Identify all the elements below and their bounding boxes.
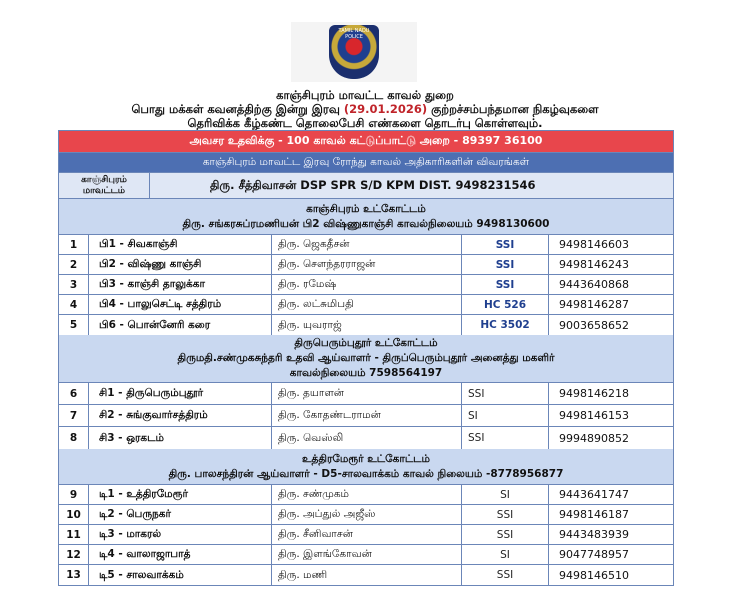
district-label: காஞ்சிபுரம் மாவட்டம்	[59, 173, 150, 198]
station-name: டி4 - வாலாஜாபாத்	[89, 545, 272, 564]
section-title: திருபெரும்புதூர் உட்கோட்டம்	[294, 337, 438, 349]
section-header-1	[59, 199, 673, 235]
station-name: பி1 - சிவகாஞ்சி	[89, 235, 272, 254]
row-number: 6	[59, 383, 89, 404]
officer-name: திரு. தயாளன்	[272, 383, 462, 404]
station-name: சி1 - திருபெரும்புதூர்	[89, 383, 272, 404]
table-row	[59, 275, 673, 295]
header-line-2-pre: பொது மக்கள் கவனத்திற்கு இன்று இரவு	[131, 102, 344, 116]
station-name: பி6 - பொன்னேரி கரை	[89, 315, 272, 335]
officer-rank: HC 526	[462, 295, 549, 314]
phone-number: 9498146603	[559, 238, 629, 251]
section-subtitle: திருமதி.சண்முகசுந்தரி உதவி ஆய்வாளர் - திருப்பெரும்புதூர் அனைத்து மகளிர்	[177, 352, 555, 364]
station-name: டி3 - மாகரல்	[89, 525, 272, 544]
officer-name: திரு. சீனிவாசன்	[272, 525, 462, 544]
emergency-band: அவசர உதவிக்கு - 100 காவல் கட்டுப்பாட்டு அறை - 89397 36100	[59, 131, 673, 153]
phone-number: 9994890852	[559, 431, 629, 445]
phone-number: 9498146287	[559, 298, 629, 311]
officer-name: திரு. யுவராஜ்	[272, 315, 462, 335]
station-name: சி3 - ஒரகடம்	[89, 427, 272, 449]
section-header-2	[59, 335, 673, 383]
section-subtitle: திரு. பாலசந்திரன் ஆய்வாளர் - D5-சாலவாக்கம் காவல் நிலையம் -8778956877	[168, 467, 564, 480]
officer-rank: SSI	[462, 505, 549, 524]
officer-name: திரு. இளங்கோவன்	[272, 545, 462, 564]
header-date: (29.01.2026)	[343, 102, 428, 116]
officer-name: திரு. கோதண்டராமன்	[272, 405, 462, 426]
row-number: 4	[59, 295, 89, 314]
logo-text: TAMIL NADU POLICE	[338, 28, 370, 40]
officer-name: திரு. ஜெகதீசன்	[272, 235, 462, 254]
officer-rank: SSI	[462, 565, 549, 585]
officer-rank: SI	[462, 545, 549, 564]
table-row	[59, 427, 673, 449]
station-name: பி3 - காஞ்சி தாலுக்கா	[89, 275, 272, 294]
district-officer: திரு. சீத்திவாசன் DSP SPR S/D KPM DIST. 9498231546	[210, 177, 536, 192]
phone-number: 9498146187	[559, 508, 629, 521]
table-row	[59, 315, 673, 335]
section-title: காஞ்சிபுரம் உட்கோட்டம்	[306, 202, 426, 215]
row-number: 7	[59, 405, 89, 426]
officer-name: திரு. அப்துல் அஜீஸ்	[272, 505, 462, 524]
row-number: 2	[59, 255, 89, 274]
officer-name: திரு. ரமேஷ்	[272, 275, 462, 294]
district-row	[59, 173, 673, 199]
header-line-3: தெரிவிக்க கீழ்கண்ட தொலைபேசி எண்களை தொடர்பு கொள்ளவும்.	[187, 116, 543, 130]
phone-number: 9047748957	[559, 548, 629, 561]
station-name: பி2 - விஷ்ணு காஞ்சி	[89, 255, 272, 274]
row-number: 9	[59, 485, 89, 504]
title-band: காஞ்சிபுரம் மாவட்ட இரவு ரோந்து காவல் அதிகாரிகளின் விவரங்கள்	[59, 153, 673, 173]
section-subtitle: திரு. சங்கரசுப்ரமணியன் பி2 விஷ்ணுகாஞ்சி காவல்நிலையம் 9498130600	[182, 217, 550, 230]
row-number: 3	[59, 275, 89, 294]
section-header-3	[59, 449, 673, 485]
officer-name: திரு. சௌந்தரராஜன்	[272, 255, 462, 274]
phone-number: 9498146153	[559, 409, 629, 422]
table-row	[59, 255, 673, 275]
station-name: டி5 - சாலவாக்கம்	[89, 565, 272, 585]
officer-rank: SSI	[462, 235, 549, 254]
row-number: 10	[59, 505, 89, 524]
station-name: சி2 - சுங்குவார்சத்திரம்	[89, 405, 272, 426]
officer-rank: SSI	[462, 525, 549, 544]
table-row	[59, 405, 673, 427]
table-row	[59, 235, 673, 255]
table-row	[59, 545, 673, 565]
header-title: காஞ்சிபுரம் மாவட்ட காவல் துறை	[276, 88, 454, 102]
station-name: பி4 - பாலுசெட்டி சத்திரம்	[89, 295, 272, 314]
section-title: உத்திரமேரூர் உட்கோட்டம்	[302, 452, 430, 465]
officer-rank: SI	[462, 405, 549, 426]
officer-rank: SSI	[462, 383, 549, 404]
table-row	[59, 565, 673, 585]
phone-number: 9003658652	[559, 318, 629, 332]
officer-name: திரு. வெஸ்லி	[272, 427, 462, 449]
table-row	[59, 485, 673, 505]
officer-rank: SSI	[462, 427, 549, 449]
row-number: 12	[59, 545, 89, 564]
officer-rank: HC 3502	[462, 315, 549, 335]
officer-name: திரு. லட்சுமிபதி	[272, 295, 462, 314]
table-row	[59, 383, 673, 405]
section-subtitle-2: காவல்நிலையம் 7598564197	[289, 367, 443, 379]
officer-rank: SSI	[462, 255, 549, 274]
phone-number: 9443483939	[559, 528, 629, 541]
row-number: 5	[59, 315, 89, 335]
table-row	[59, 525, 673, 545]
officer-rank: SI	[462, 485, 549, 504]
phone-number: 9498146510	[559, 568, 629, 582]
row-number: 8	[59, 427, 89, 449]
officer-rank: SSI	[462, 275, 549, 294]
phone-number: 9498146218	[559, 387, 629, 400]
station-name: டி1 - உத்திரமேரூர்	[89, 485, 272, 504]
station-name: டி2 - பெருநகர்	[89, 505, 272, 524]
row-number: 1	[59, 235, 89, 254]
phone-number: 9498146243	[559, 258, 629, 271]
row-number: 13	[59, 565, 89, 585]
officer-name: திரு. சண்முகம்	[272, 485, 462, 504]
police-logo	[291, 22, 417, 82]
police-emblem-icon	[329, 25, 379, 79]
header-line-2-post: குற்றச்சம்பந்தமான நிகழ்வுகளை	[427, 102, 599, 116]
officer-name: திரு. மணி	[272, 565, 462, 585]
phone-number: 9443641747	[559, 488, 629, 501]
table-row	[59, 505, 673, 525]
phone-number: 9443640868	[559, 278, 629, 291]
row-number: 11	[59, 525, 89, 544]
table-row	[59, 295, 673, 315]
officer-table	[58, 130, 674, 586]
